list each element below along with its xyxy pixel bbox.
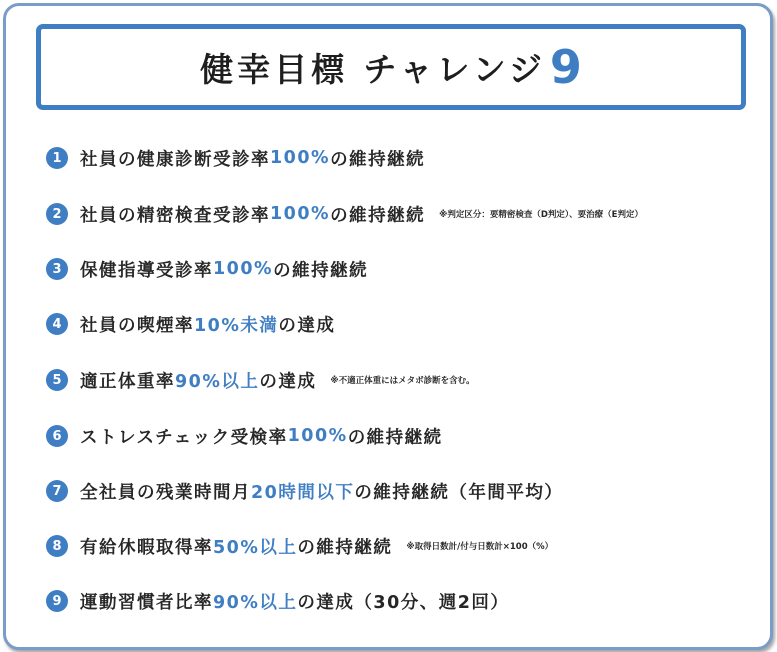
goal-note: ※取得日数計/付与日数計×100（%）: [406, 542, 554, 552]
goal-target-value: 100%: [270, 148, 331, 168]
goal-item-6: [46, 421, 443, 451]
goal-text: の達成: [278, 315, 336, 336]
goal-item-7: [46, 476, 563, 506]
goal-text: 保健指導受診率: [80, 260, 213, 281]
goal-item-5: [46, 365, 475, 395]
title-number: 9: [549, 40, 582, 94]
goal-number-badge: 9: [46, 590, 68, 612]
goal-note: ※判定区分：要精密検査（D判定）、要治療（E判定）: [439, 210, 643, 220]
goal-item-3: [46, 254, 368, 284]
goal-text: の達成: [259, 371, 317, 392]
goal-item-1: [46, 143, 425, 173]
goal-text: 適正体重率: [80, 371, 175, 392]
goal-item-2: [46, 199, 643, 229]
goal-text: の達成（30分、週2回）: [297, 592, 510, 613]
goal-text: の維持継続: [330, 205, 426, 226]
goal-target-value: 100%: [270, 204, 331, 224]
goal-target-value: 100%: [213, 259, 274, 279]
goal-number-badge: 6: [46, 425, 68, 447]
goal-target-value: 90%以上: [213, 592, 298, 613]
goal-target-value: 10%未満: [194, 315, 279, 336]
goal-number-badge: 8: [46, 535, 68, 557]
goal-number-badge: 5: [46, 369, 68, 391]
goal-text: の維持継続（年間平均）: [354, 482, 564, 503]
goal-number-badge: 3: [46, 258, 68, 280]
goal-text: の維持継続: [297, 537, 393, 558]
goal-number-badge: 2: [46, 203, 68, 225]
title-banner: [36, 24, 746, 110]
goal-target-value: 100%: [287, 426, 348, 446]
goal-number-badge: 7: [46, 480, 68, 502]
goal-text: 社員の喫煙率: [80, 315, 194, 336]
goal-note: ※不適正体重にはメタボ診断を含む。: [330, 376, 475, 386]
goal-target-value: 20時間以下: [251, 482, 355, 503]
goal-text: 全社員の残業時間月: [80, 482, 251, 503]
goal-text: ストレスチェック受検率: [80, 427, 288, 448]
goal-item-8: [46, 531, 553, 561]
goal-text: の維持継続: [273, 260, 369, 281]
goal-text: 有給休暇取得率: [80, 537, 213, 558]
goal-text: 社員の精密検査受診率: [80, 205, 270, 226]
goal-target-value: 90%以上: [175, 371, 260, 392]
goal-item-9: [46, 586, 509, 616]
goal-number-badge: 1: [46, 147, 68, 169]
goal-number-badge: 4: [46, 313, 68, 335]
title-text: 健幸目標 チャレンジ: [200, 49, 546, 89]
goal-item-4: [46, 309, 335, 339]
goal-target-value: 50%以上: [213, 537, 298, 558]
goal-text: 社員の健康診断受診率: [80, 149, 270, 170]
goal-text: の維持継続: [347, 427, 443, 448]
goal-text: の維持継続: [330, 149, 426, 170]
goal-text: 運動習慣者比率: [80, 592, 213, 613]
